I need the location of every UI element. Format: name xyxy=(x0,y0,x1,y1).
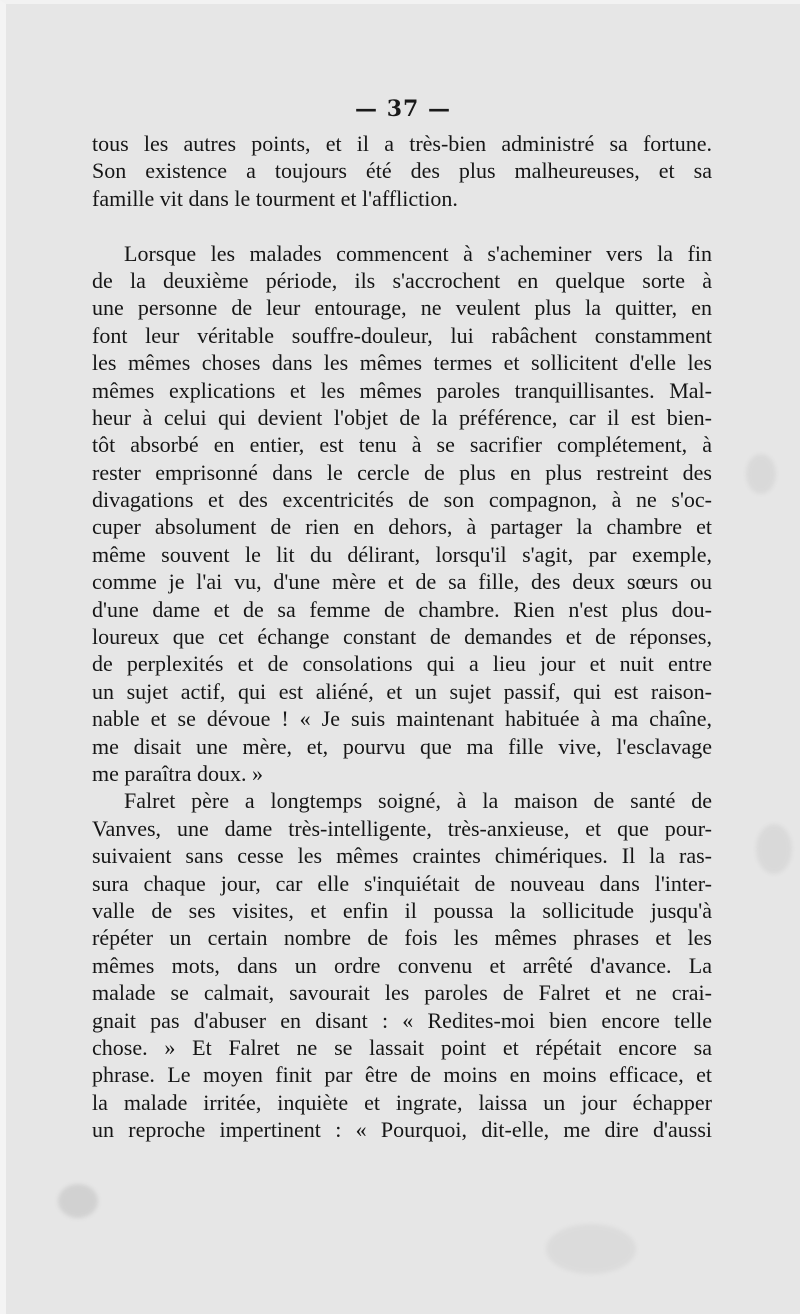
text-line: Son existence a toujours été des plus malheureuses, et sa xyxy=(92,158,712,184)
page-number: — 37 — xyxy=(355,96,451,122)
text-line: me paraîtra doux. » xyxy=(92,760,264,786)
text-line: même souvent le lit du délirant, lorsqu'il s'agit, par exemple, xyxy=(92,541,712,567)
text-line: de la deuxième période, ils s'accrochent en quelque sorte à xyxy=(92,267,712,293)
text-line: rester emprisonné dans le cercle de plus en plus restreint des xyxy=(92,459,712,485)
text-line: un reproche impertinent : « Pourquoi, dit-elle, me dire d'aussi xyxy=(92,1117,712,1143)
text-line: tôt absorbé en entier, est tenu à se sacrifier complétement, à xyxy=(92,432,712,458)
text-line: mêmes mots, dans un ordre convenu et arrêté d'avance. La xyxy=(92,952,712,978)
text-line: divagations et des excentricités de son compagnon, à ne s'oc- xyxy=(92,487,712,513)
text-line: gnait pas d'abuser en disant : « Redites-moi bien encore telle xyxy=(92,1007,712,1033)
text-line: heur à celui qui devient l'objet de la préférence, car il est bien- xyxy=(92,404,712,430)
text-line: de perplexités et de consolations qui a lieu jour et nuit entre xyxy=(92,651,712,677)
body-text xyxy=(92,130,712,1143)
text-line: suivaient sans cesse les mêmes craintes chimériques. Il la ras- xyxy=(92,843,712,869)
text-line: cuper absolument de rien en dehors, à partager la chambre et xyxy=(92,514,712,540)
text-line: Lorsque les malades commencent à s'acheminer vers la fin xyxy=(124,240,712,266)
text-line: la malade irritée, inquiète et ingrate, laissa un jour échapper xyxy=(92,1089,712,1115)
text-line: comme je l'ai vu, d'une mère et de sa fille, des deux sœurs ou xyxy=(92,569,712,595)
text-line: les mêmes choses dans les mêmes termes et sollicitent d'elle les xyxy=(92,350,712,376)
text-line: Vanves, une dame très-intelligente, très-anxieuse, et que pour- xyxy=(92,815,712,841)
paper-stain xyxy=(58,1184,98,1218)
text-line: font leur véritable souffre-douleur, lui rabâchent constamment xyxy=(92,322,712,348)
paragraph-gap xyxy=(92,212,712,239)
text-line: malade se calmait, savourait les paroles de Falret et ne crai- xyxy=(92,980,712,1006)
text-line: loureux que cet échange constant de demandes et de réponses, xyxy=(92,624,712,650)
text-line: famille vit dans le tourment et l'affliction. xyxy=(92,185,458,211)
text-line: nable et se dévoue ! « Je suis maintenant habituée à ma chaîne, xyxy=(92,706,712,732)
text-line: valle de ses visites, et enfin il poussa la sollicitude jusqu'à xyxy=(92,897,712,923)
text-line: répéter un certain nombre de fois les mêmes phrases et les xyxy=(92,925,712,951)
text-line: me disait une mère, et, pourvu que ma fille vive, l'esclavage xyxy=(92,733,712,759)
paper-stain xyxy=(546,1224,636,1274)
text-line: phrase. Le moyen finit par être de moins en moins efficace, et xyxy=(92,1062,712,1088)
paper-stain xyxy=(746,454,776,494)
text-line: chose. » Et Falret ne se lassait point et répétait encore sa xyxy=(92,1034,712,1060)
text-line: mêmes explications et les mêmes paroles tranquillisantes. Mal- xyxy=(92,377,712,403)
paper-stain xyxy=(756,824,792,874)
text-line: sura chaque jour, car elle s'inquiétait de nouveau dans l'inter- xyxy=(92,870,712,896)
text-line: un sujet actif, qui est aliéné, et un sujet passif, qui est raison- xyxy=(92,678,712,704)
text-line: d'une dame et de sa femme de chambre. Rien n'est plus dou- xyxy=(92,596,712,622)
text-line: Falret père a longtemps soigné, à la maison de santé de xyxy=(124,788,712,814)
text-line: une personne de leur entourage, ne veulent plus la quitter, en xyxy=(92,295,712,321)
text-line: tous les autres points, et il a très-bien administré sa fortune. xyxy=(92,131,712,156)
